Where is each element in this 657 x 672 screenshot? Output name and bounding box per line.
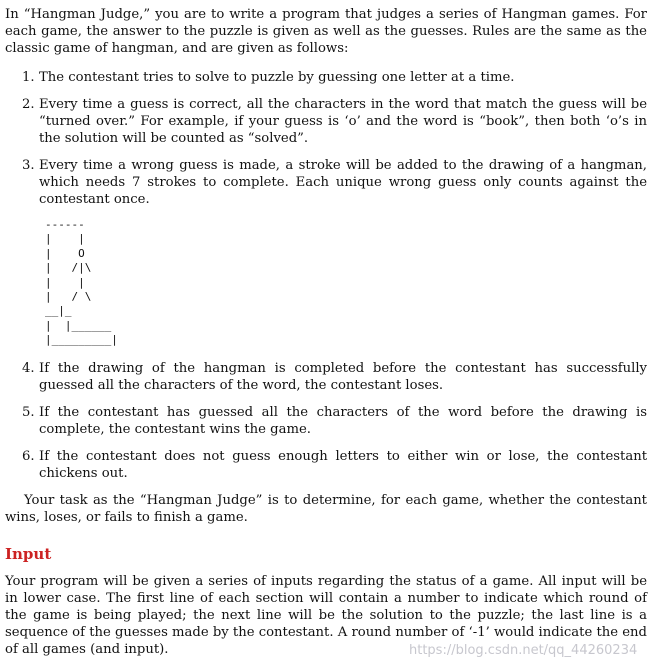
rule-item (22, 157, 647, 208)
rule-number: 2. (22, 97, 35, 112)
problem-statement (5, 6, 647, 658)
input-paragraph: Your program will be given a series of inputs regarding the status of a game. All input will be in lower case. The first line of each section will contain a number to indicate which round of the game is being played; the next line will be the solution to the puzzle; the last line is a sequence of the guesses made by the contestant. A round number of ‘-1’ would indicate the end of all games (and input). (5, 573, 647, 657)
rule-text: If the contestant has guessed all the characters of the word before the drawing is complete, the contestant wins the game. (39, 404, 647, 437)
rule-item (22, 69, 647, 86)
rules-list-part-2 (5, 360, 647, 482)
rule-item (22, 448, 647, 482)
task-paragraph: Your task as the “Hangman Judge” is to determine, for each game, whether the contestant wins, loses, or fails to finish a game. (5, 492, 647, 525)
rule-number: 5. (22, 404, 35, 420)
input-section-heading: Input (5, 544, 52, 563)
rule-text: If the contestant does not guess enough letters to either win or lose, the contestant chickens out. (39, 448, 647, 481)
rule-number: 1. (22, 70, 35, 85)
rule-item (22, 404, 647, 438)
rule-text: If the drawing of the hangman is completed before the contestant has successfully guessed all the characters of the word, the contestant loses. (39, 360, 647, 393)
rule-item (22, 360, 647, 394)
rule-number: 6. (22, 448, 35, 464)
rule-number: 4. (22, 360, 35, 376)
watermark: https://blog.csdn.net/qq_44260234 (409, 643, 638, 658)
rule-item (22, 96, 647, 147)
rule-number: 3. (22, 158, 35, 173)
hangman-ascii-drawing: ------ | | | O | /|\ | | | / \ __|_ | |______ |_________| (45, 218, 118, 347)
intro-paragraph: In “Hangman Judge,” you are to write a program that judges a series of Hangman games. For each game, the answer to the puzzle is given as well as the guesses. Rules are the same as the classic game of hangman, and are given as follows: (5, 7, 647, 56)
rule-text: Every time a guess is correct, all the characters in the word that match the guess will be “turned over.” For example, if your guess is ‘o’ and the word is “book”, then both ‘o’s in the solution will be counted as “solved”. (39, 97, 647, 146)
rule-text: Every time a wrong guess is made, a stroke will be added to the drawing of a hangman, which needs 7 strokes to complete. Each unique wrong guess only counts against the contestant once. (39, 158, 647, 207)
rule-text: The contestant tries to solve to puzzle by guessing one letter at a time. (39, 70, 515, 85)
rules-list-part-1 (5, 69, 647, 208)
